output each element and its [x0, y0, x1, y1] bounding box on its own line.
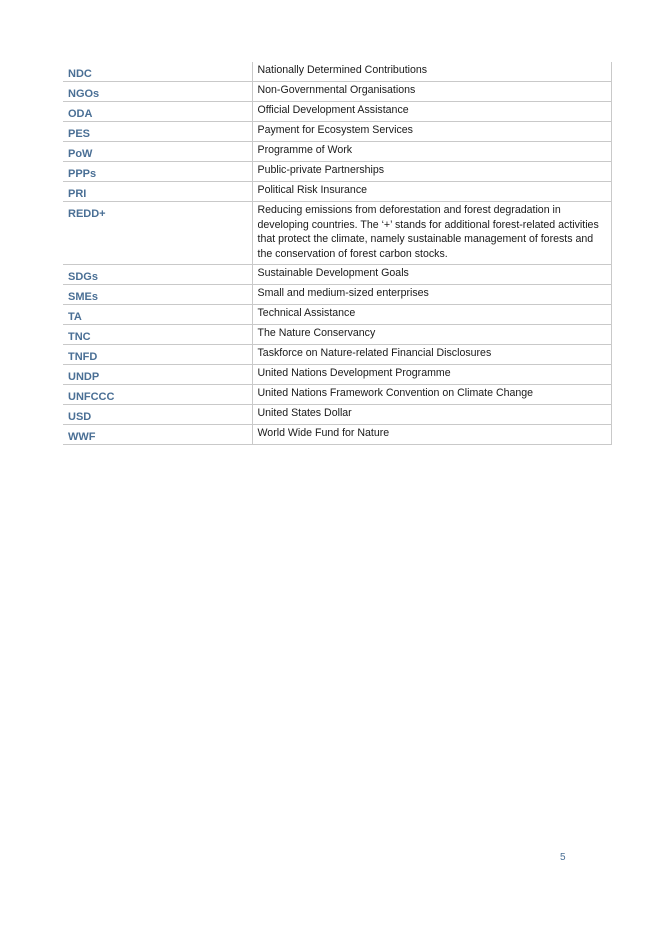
abbreviation-term: PRI	[63, 182, 252, 202]
table-row	[63, 405, 611, 425]
table-row	[63, 62, 611, 82]
abbreviation-definition: United States Dollar	[252, 405, 611, 425]
page-number: 5	[560, 852, 566, 863]
table-row	[63, 285, 611, 305]
abbreviation-term: ODA	[63, 102, 252, 122]
abbreviation-term: PES	[63, 122, 252, 142]
abbreviation-term: WWF	[63, 425, 252, 445]
table-row	[63, 385, 611, 405]
abbreviation-term: REDD+	[63, 202, 252, 265]
abbreviation-term: PPPs	[63, 162, 252, 182]
table-row	[63, 202, 611, 265]
abbreviation-definition: The Nature Conservancy	[252, 325, 611, 345]
table-row	[63, 142, 611, 162]
abbreviation-term: PoW	[63, 142, 252, 162]
abbreviation-term: SDGs	[63, 265, 252, 285]
table-row	[63, 162, 611, 182]
abbreviations-table	[63, 62, 612, 445]
table-row	[63, 325, 611, 345]
abbreviation-definition: United Nations Development Programme	[252, 365, 611, 385]
abbreviation-definition: Taskforce on Nature-related Financial Disclosures	[252, 345, 611, 365]
abbreviation-definition: Reducing emissions from deforestation and forest degradation in developing countries. The ‘+’ stands for additional forest-related activities that protect the climate, namely sustainable management of forests and the conservation of forest carbon stocks.	[252, 202, 611, 265]
table-row	[63, 122, 611, 142]
abbreviation-definition: Official Development Assistance	[252, 102, 611, 122]
abbreviation-definition: Sustainable Development Goals	[252, 265, 611, 285]
abbreviation-term: UNDP	[63, 365, 252, 385]
abbreviation-term: UNFCCC	[63, 385, 252, 405]
table-row	[63, 345, 611, 365]
table-row	[63, 102, 611, 122]
abbreviation-definition: World Wide Fund for Nature	[252, 425, 611, 445]
abbreviation-term: NDC	[63, 62, 252, 82]
abbreviation-definition: Programme of Work	[252, 142, 611, 162]
table-row	[63, 305, 611, 325]
abbreviation-term: TA	[63, 305, 252, 325]
abbreviation-definition: Political Risk Insurance	[252, 182, 611, 202]
abbreviation-term: USD	[63, 405, 252, 425]
table-row	[63, 365, 611, 385]
abbreviation-definition: Non-Governmental Organisations	[252, 82, 611, 102]
abbreviation-term: TNFD	[63, 345, 252, 365]
table-row	[63, 82, 611, 102]
abbreviation-definition: Small and medium-sized enterprises	[252, 285, 611, 305]
abbreviation-term: SMEs	[63, 285, 252, 305]
abbreviation-definition: Technical Assistance	[252, 305, 611, 325]
table-row	[63, 425, 611, 445]
abbreviation-term: NGOs	[63, 82, 252, 102]
abbreviation-definition: Public-private Partnerships	[252, 162, 611, 182]
abbreviation-definition: United Nations Framework Convention on Climate Change	[252, 385, 611, 405]
table-row	[63, 182, 611, 202]
abbreviation-definition: Payment for Ecosystem Services	[252, 122, 611, 142]
abbreviation-definition: Nationally Determined Contributions	[252, 62, 611, 82]
table-row	[63, 265, 611, 285]
abbreviation-term: TNC	[63, 325, 252, 345]
